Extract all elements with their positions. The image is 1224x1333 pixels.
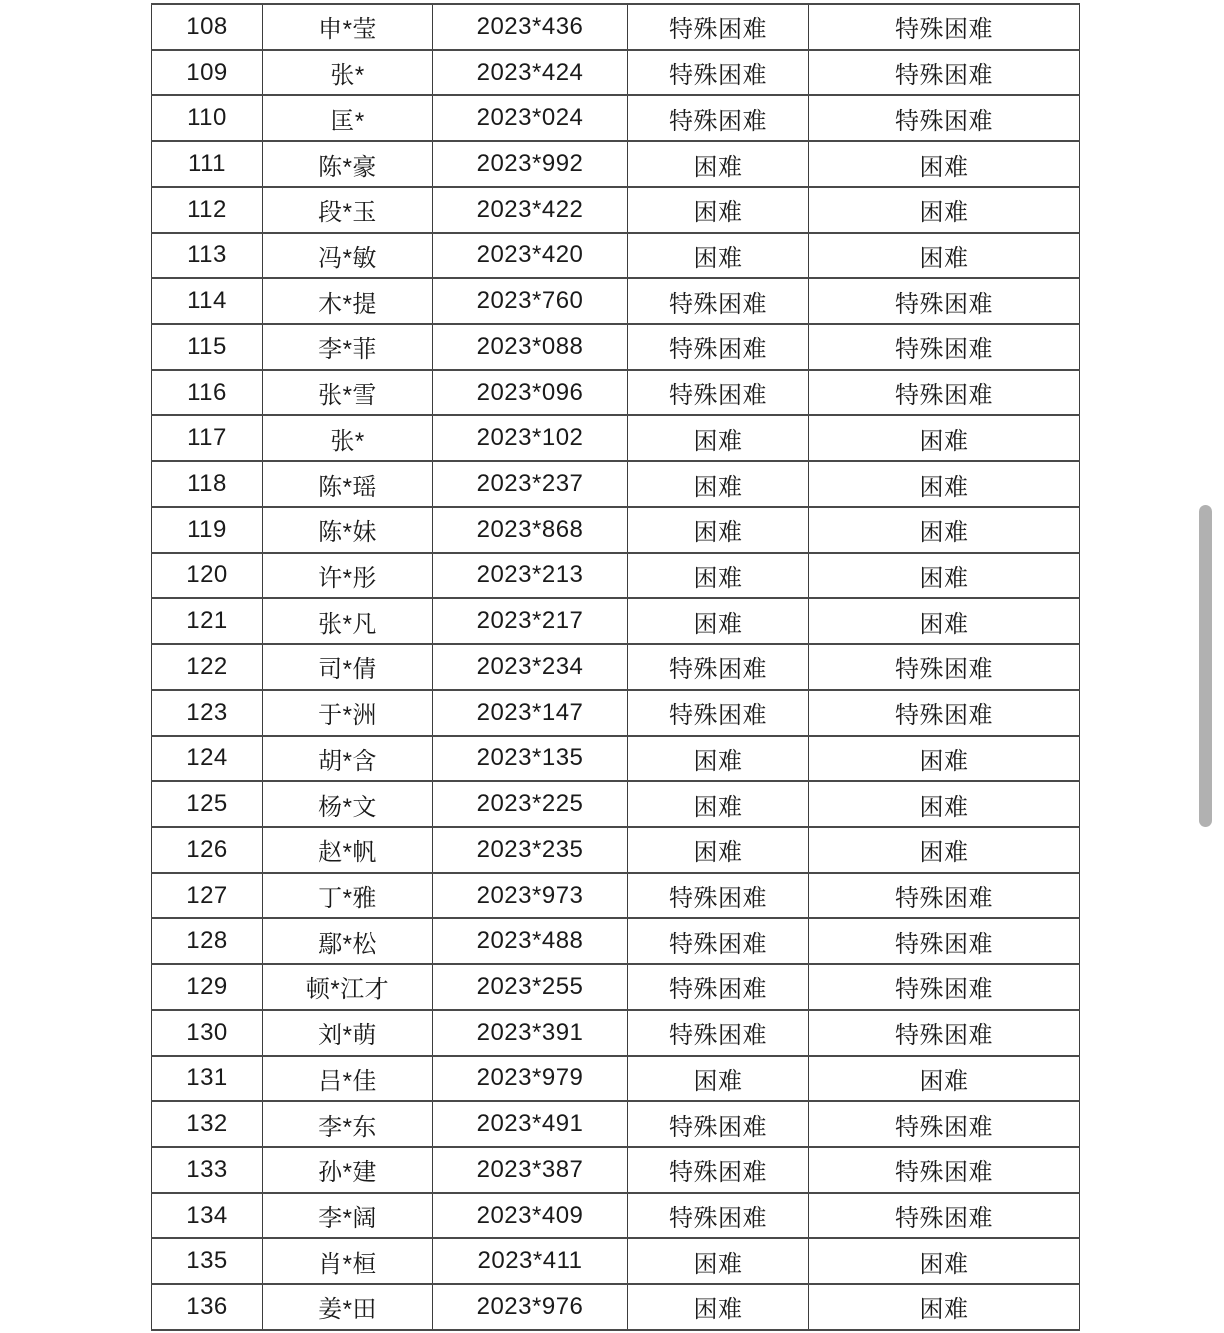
confirmed-level-cell: 特殊困难 [809, 644, 1080, 690]
confirmed-level-cell: 特殊困难 [809, 690, 1080, 736]
difficulty-level-cell: 困难 [628, 233, 809, 279]
table-row [152, 233, 1080, 279]
student-id-cell: 2023*488 [433, 918, 628, 964]
confirmed-level-cell: 困难 [809, 598, 1080, 644]
confirmed-level-cell: 困难 [809, 507, 1080, 553]
row-number-cell: 126 [152, 827, 263, 873]
row-number-cell: 112 [152, 187, 263, 233]
student-id-cell: 2023*409 [433, 1193, 628, 1239]
confirmed-level-cell: 特殊困难 [809, 873, 1080, 919]
confirmed-level-cell: 特殊困难 [809, 964, 1080, 1010]
row-number-cell: 118 [152, 461, 263, 507]
name-cell: 木*提 [263, 278, 433, 324]
difficulty-level-cell: 困难 [628, 1238, 809, 1284]
student-id-cell: 2023*411 [433, 1238, 628, 1284]
row-number-cell: 136 [152, 1284, 263, 1330]
confirmed-level-cell: 困难 [809, 187, 1080, 233]
student-id-cell: 2023*420 [433, 233, 628, 279]
name-cell: 吕*佳 [263, 1056, 433, 1102]
scrollbar-thumb[interactable] [1199, 505, 1212, 827]
student-id-cell: 2023*147 [433, 690, 628, 736]
name-cell: 李*东 [263, 1101, 433, 1147]
name-cell: 孙*建 [263, 1147, 433, 1193]
row-number-cell: 128 [152, 918, 263, 964]
row-number-cell: 113 [152, 233, 263, 279]
difficulty-level-cell: 困难 [628, 1056, 809, 1102]
name-cell: 姜*田 [263, 1284, 433, 1330]
table-row [152, 644, 1080, 690]
difficulty-level-cell: 特殊困难 [628, 370, 809, 416]
difficulty-level-cell: 特殊困难 [628, 1010, 809, 1056]
table-row [152, 1056, 1080, 1102]
row-number-cell: 127 [152, 873, 263, 919]
table-row [152, 918, 1080, 964]
table-row [152, 1193, 1080, 1239]
table-row [152, 187, 1080, 233]
student-id-cell: 2023*135 [433, 736, 628, 782]
row-number-cell: 124 [152, 736, 263, 782]
student-id-cell: 2023*234 [433, 644, 628, 690]
row-number-cell: 131 [152, 1056, 263, 1102]
confirmed-level-cell: 特殊困难 [809, 918, 1080, 964]
difficulty-level-cell: 特殊困难 [628, 324, 809, 370]
name-cell: 陈*瑶 [263, 461, 433, 507]
row-number-cell: 129 [152, 964, 263, 1010]
table-row [152, 827, 1080, 873]
difficulty-level-cell: 特殊困难 [628, 95, 809, 141]
difficulty-level-cell: 特殊困难 [628, 873, 809, 919]
name-cell: 许*彤 [263, 553, 433, 599]
row-number-cell: 114 [152, 278, 263, 324]
table-row [152, 1284, 1080, 1330]
row-number-cell: 123 [152, 690, 263, 736]
difficulty-level-cell: 特殊困难 [628, 690, 809, 736]
student-id-cell: 2023*237 [433, 461, 628, 507]
difficulty-level-cell: 困难 [628, 507, 809, 553]
student-id-cell: 2023*976 [433, 1284, 628, 1330]
student-id-cell: 2023*422 [433, 187, 628, 233]
name-cell: 司*倩 [263, 644, 433, 690]
name-cell: 冯*敏 [263, 233, 433, 279]
name-cell: 赵*帆 [263, 827, 433, 873]
difficulty-level-cell: 困难 [628, 781, 809, 827]
row-number-cell: 135 [152, 1238, 263, 1284]
confirmed-level-cell: 特殊困难 [809, 95, 1080, 141]
student-id-cell: 2023*102 [433, 415, 628, 461]
table-row [152, 461, 1080, 507]
table-row [152, 141, 1080, 187]
table-row [152, 873, 1080, 919]
difficulty-level-cell: 困难 [628, 187, 809, 233]
confirmed-level-cell: 特殊困难 [809, 1010, 1080, 1056]
table-row [152, 50, 1080, 96]
name-cell: 鄢*松 [263, 918, 433, 964]
row-number-cell: 130 [152, 1010, 263, 1056]
student-id-cell: 2023*973 [433, 873, 628, 919]
name-cell: 张* [263, 415, 433, 461]
name-cell: 刘*萌 [263, 1010, 433, 1056]
name-cell: 肖*桓 [263, 1238, 433, 1284]
table-row [152, 1238, 1080, 1284]
name-cell: 李*菲 [263, 324, 433, 370]
row-number-cell: 109 [152, 50, 263, 96]
student-id-cell: 2023*992 [433, 141, 628, 187]
difficulty-level-cell: 困难 [628, 736, 809, 782]
row-number-cell: 116 [152, 370, 263, 416]
row-number-cell: 108 [152, 4, 263, 50]
student-id-cell: 2023*979 [433, 1056, 628, 1102]
confirmed-level-cell: 特殊困难 [809, 278, 1080, 324]
confirmed-level-cell: 困难 [809, 1238, 1080, 1284]
table-row [152, 4, 1080, 50]
table-row [152, 415, 1080, 461]
student-id-cell: 2023*088 [433, 324, 628, 370]
confirmed-level-cell: 困难 [809, 415, 1080, 461]
confirmed-level-cell: 特殊困难 [809, 324, 1080, 370]
table-row [152, 736, 1080, 782]
difficulty-level-cell: 困难 [628, 415, 809, 461]
name-cell: 丁*雅 [263, 873, 433, 919]
name-cell: 张*凡 [263, 598, 433, 644]
confirmed-level-cell: 特殊困难 [809, 1101, 1080, 1147]
name-cell: 张* [263, 50, 433, 96]
confirmed-level-cell: 特殊困难 [809, 1193, 1080, 1239]
student-id-cell: 2023*491 [433, 1101, 628, 1147]
student-id-cell: 2023*868 [433, 507, 628, 553]
student-id-cell: 2023*213 [433, 553, 628, 599]
row-number-cell: 115 [152, 324, 263, 370]
student-id-cell: 2023*436 [433, 4, 628, 50]
difficulty-level-cell: 特殊困难 [628, 4, 809, 50]
difficulty-level-cell: 困难 [628, 461, 809, 507]
difficulty-level-cell: 特殊困难 [628, 644, 809, 690]
student-id-cell: 2023*391 [433, 1010, 628, 1056]
confirmed-level-cell: 困难 [809, 781, 1080, 827]
difficulty-level-cell: 特殊困难 [628, 964, 809, 1010]
row-number-cell: 111 [152, 141, 263, 187]
name-cell: 李*阔 [263, 1193, 433, 1239]
name-cell: 杨*文 [263, 781, 433, 827]
confirmed-level-cell: 困难 [809, 1284, 1080, 1330]
table-row [152, 95, 1080, 141]
name-cell: 张*雪 [263, 370, 433, 416]
name-cell: 匡* [263, 95, 433, 141]
confirmed-level-cell: 困难 [809, 827, 1080, 873]
difficulty-level-cell: 困难 [628, 553, 809, 599]
student-id-cell: 2023*225 [433, 781, 628, 827]
difficulty-level-cell: 特殊困难 [628, 918, 809, 964]
student-id-cell: 2023*760 [433, 278, 628, 324]
difficulty-level-cell: 特殊困难 [628, 1193, 809, 1239]
table-row [152, 507, 1080, 553]
row-number-cell: 120 [152, 553, 263, 599]
table-row [152, 278, 1080, 324]
row-number-cell: 119 [152, 507, 263, 553]
name-cell: 于*洲 [263, 690, 433, 736]
student-id-cell: 2023*217 [433, 598, 628, 644]
row-number-cell: 121 [152, 598, 263, 644]
difficulty-level-cell: 困难 [628, 598, 809, 644]
table-row [152, 781, 1080, 827]
name-cell: 胡*含 [263, 736, 433, 782]
name-cell: 陈*妹 [263, 507, 433, 553]
difficulty-level-cell: 困难 [628, 827, 809, 873]
name-cell: 陈*豪 [263, 141, 433, 187]
confirmed-level-cell: 困难 [809, 736, 1080, 782]
name-cell: 申*莹 [263, 4, 433, 50]
table-row [152, 690, 1080, 736]
confirmed-level-cell: 特殊困难 [809, 1147, 1080, 1193]
name-cell: 段*玉 [263, 187, 433, 233]
student-aid-table [151, 3, 1080, 1331]
difficulty-level-cell: 特殊困难 [628, 1101, 809, 1147]
confirmed-level-cell: 特殊困难 [809, 50, 1080, 96]
student-id-cell: 2023*424 [433, 50, 628, 96]
confirmed-level-cell: 困难 [809, 141, 1080, 187]
confirmed-level-cell: 困难 [809, 553, 1080, 599]
difficulty-level-cell: 困难 [628, 141, 809, 187]
difficulty-level-cell: 特殊困难 [628, 50, 809, 96]
confirmed-level-cell: 困难 [809, 233, 1080, 279]
row-number-cell: 122 [152, 644, 263, 690]
student-id-cell: 2023*387 [433, 1147, 628, 1193]
row-number-cell: 110 [152, 95, 263, 141]
student-id-cell: 2023*096 [433, 370, 628, 416]
confirmed-level-cell: 困难 [809, 461, 1080, 507]
confirmed-level-cell: 特殊困难 [809, 370, 1080, 416]
row-number-cell: 117 [152, 415, 263, 461]
confirmed-level-cell: 困难 [809, 1056, 1080, 1102]
table-row [152, 964, 1080, 1010]
difficulty-level-cell: 特殊困难 [628, 1147, 809, 1193]
table-row [152, 1101, 1080, 1147]
student-id-cell: 2023*235 [433, 827, 628, 873]
student-id-cell: 2023*024 [433, 95, 628, 141]
row-number-cell: 133 [152, 1147, 263, 1193]
name-cell: 顿*江才 [263, 964, 433, 1010]
table-row [152, 1010, 1080, 1056]
row-number-cell: 125 [152, 781, 263, 827]
row-number-cell: 132 [152, 1101, 263, 1147]
confirmed-level-cell: 特殊困难 [809, 4, 1080, 50]
table-row [152, 553, 1080, 599]
student-id-cell: 2023*255 [433, 964, 628, 1010]
table-row [152, 324, 1080, 370]
table-row [152, 598, 1080, 644]
difficulty-level-cell: 困难 [628, 1284, 809, 1330]
student-aid-table-container [151, 3, 1079, 1329]
table-row [152, 370, 1080, 416]
table-row [152, 1147, 1080, 1193]
difficulty-level-cell: 特殊困难 [628, 278, 809, 324]
row-number-cell: 134 [152, 1193, 263, 1239]
